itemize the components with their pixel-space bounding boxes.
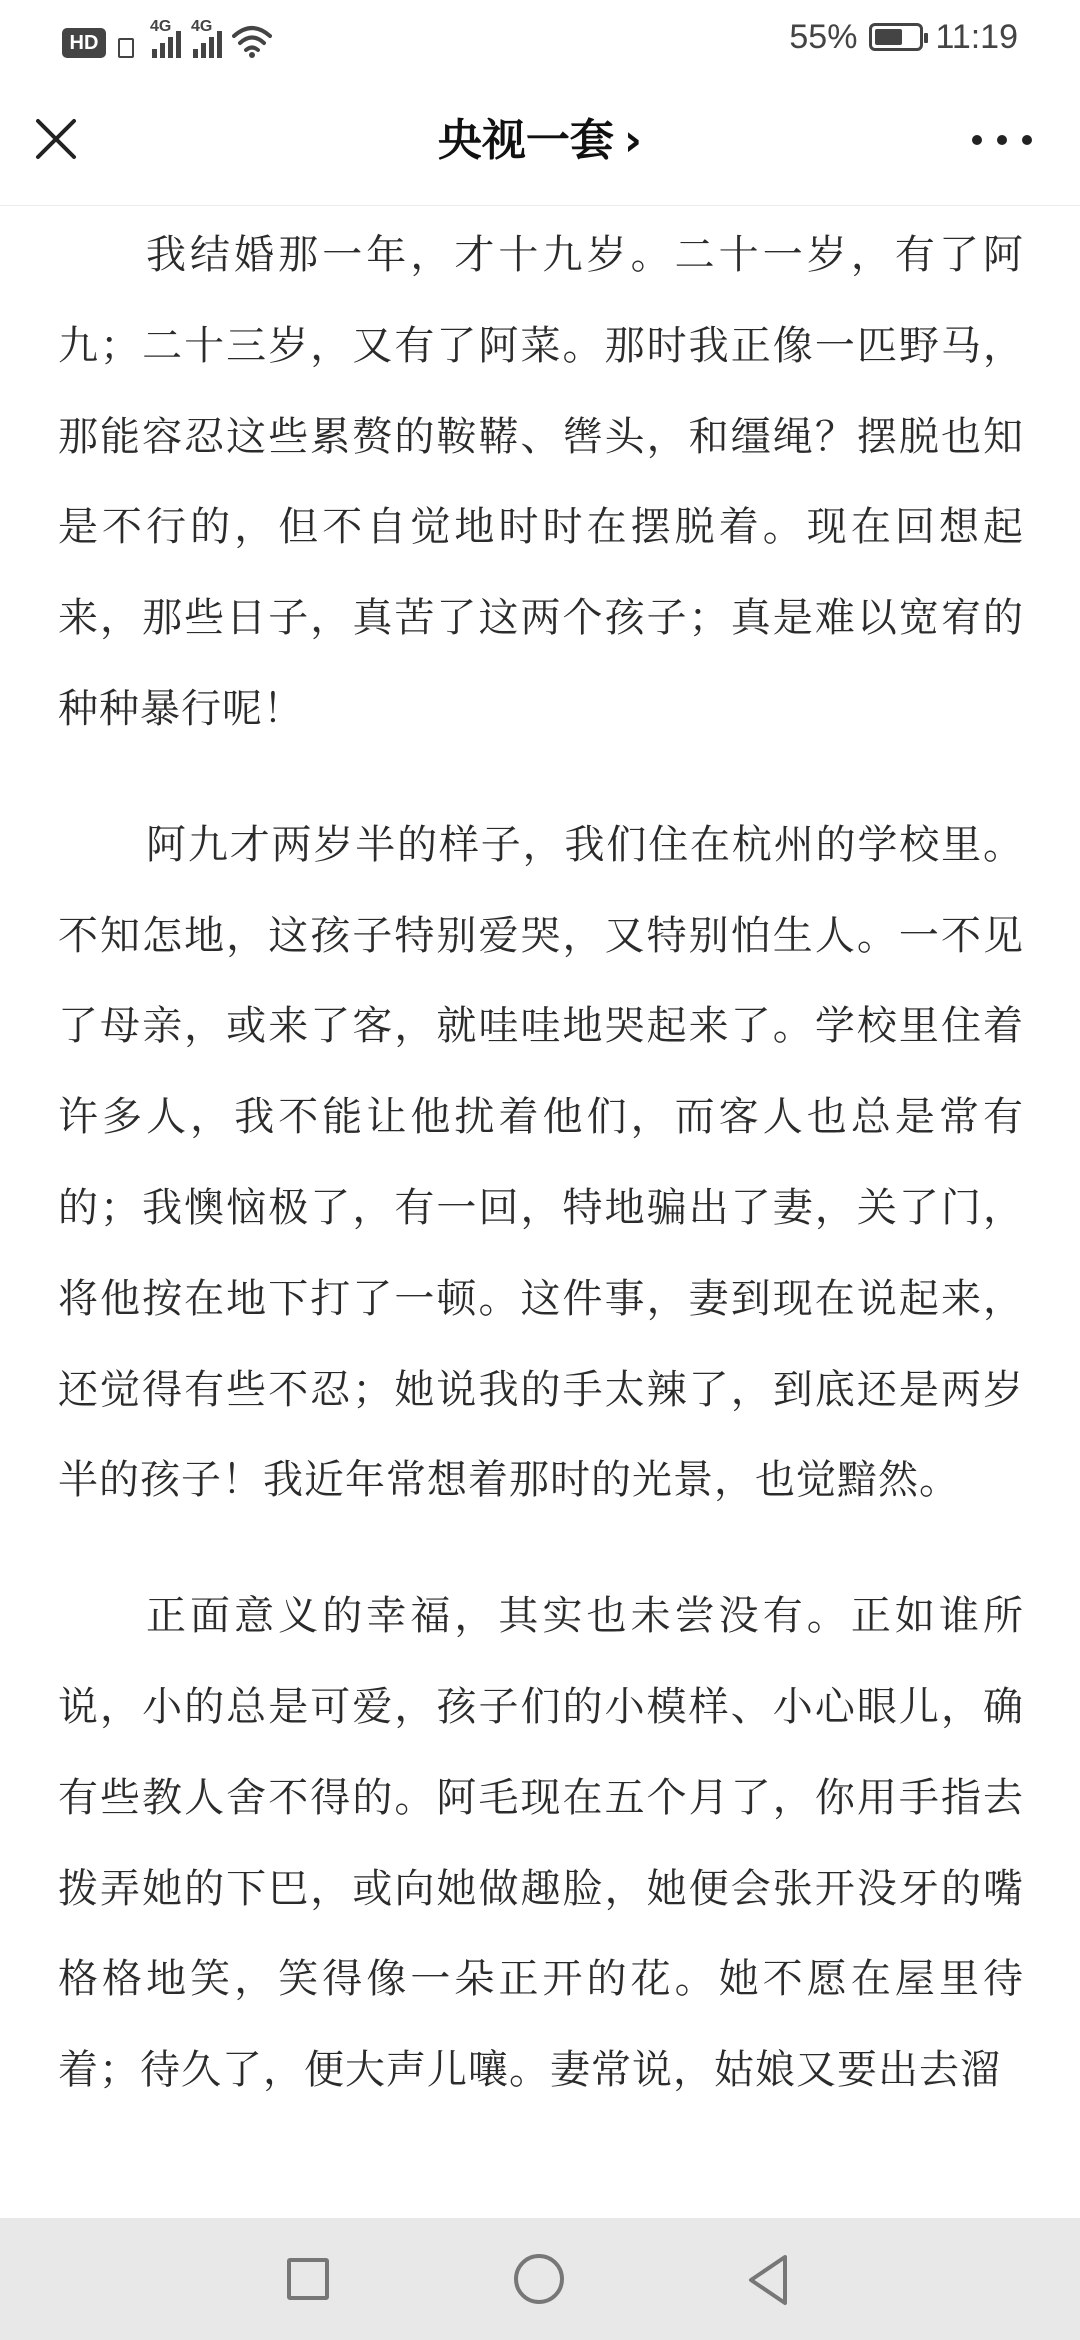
battery-icon <box>869 23 923 51</box>
triangle-back-icon[interactable] <box>745 2253 795 2307</box>
hd-icon: HD <box>62 28 106 58</box>
top-nav-bar <box>0 75 1080 206</box>
battery-percent: 55% <box>789 17 858 56</box>
hd-lock-icon <box>118 38 134 58</box>
page-title-text: 央视一套 <box>437 115 614 166</box>
article-content <box>58 210 1024 2218</box>
signal-icon <box>150 18 181 58</box>
page-title[interactable] <box>0 111 1080 171</box>
network-type-label: 4G <box>150 18 172 35</box>
more-icon[interactable] <box>972 125 1032 155</box>
network-type-label: 4G <box>191 18 213 35</box>
article-paragraph: 我结婚那一年，才十九岁。二十一岁，有了阿九；二十三岁，又有了阿菜。那时我正像一匹野马，那能容忍这些累赘的鞍鞯、辔头，和缰绳？摆脱也知是不行的，但不自觉地时时在摆脱着。现在回想起来，那些日子，真苦了这两个孩子；真是难以宽宥的种种暴行呢！ <box>58 232 1024 732</box>
square-icon[interactable] <box>287 2258 329 2300</box>
chevron-right-icon: › <box>623 115 643 166</box>
system-nav-bar <box>0 2218 1080 2340</box>
article-paragraph: 阿九才两岁半的样子，我们住在杭州的学校里。不知怎地，这孩子特别爱哭，又特别怕生人。一不见了母亲，或来了客，就哇哇地哭起来了。学校里住着许多人，我不能让他扰着他们，而客人也总是常有的；我懊恼极了，有一回，特地骗出了妻，关了门，将他按在地下打了一顿。这件事，妻到现在说起来，还觉得有些不忍；她说我的手太辣了，到底还是两岁半的孩子！我近年常想着那时的光景，也觉黯然。 <box>58 821 1024 1504</box>
status-left-group <box>62 16 272 58</box>
status-right-group <box>789 12 1018 62</box>
article-paragraph: 正面意义的幸福，其实也未尝没有。正如谁所说，小的总是可爱，孩子们的小模样、小心眼儿，确有些教人舍不得的。阿毛现在五个月了，你用手指去拨弄她的下巴，或向她做趣脸，她便会张开没牙的嘴格格地笑，笑得像一朵正开的花。她不愿在屋里待着；待久了，便大声儿嚷。妻常说，姑娘又要出去溜 <box>58 1593 1024 2094</box>
clock: 11:19 <box>935 17 1018 56</box>
status-bar <box>0 0 1080 75</box>
wifi-icon <box>232 24 272 58</box>
circle-icon[interactable] <box>514 2254 564 2304</box>
signal-icon <box>191 18 222 58</box>
